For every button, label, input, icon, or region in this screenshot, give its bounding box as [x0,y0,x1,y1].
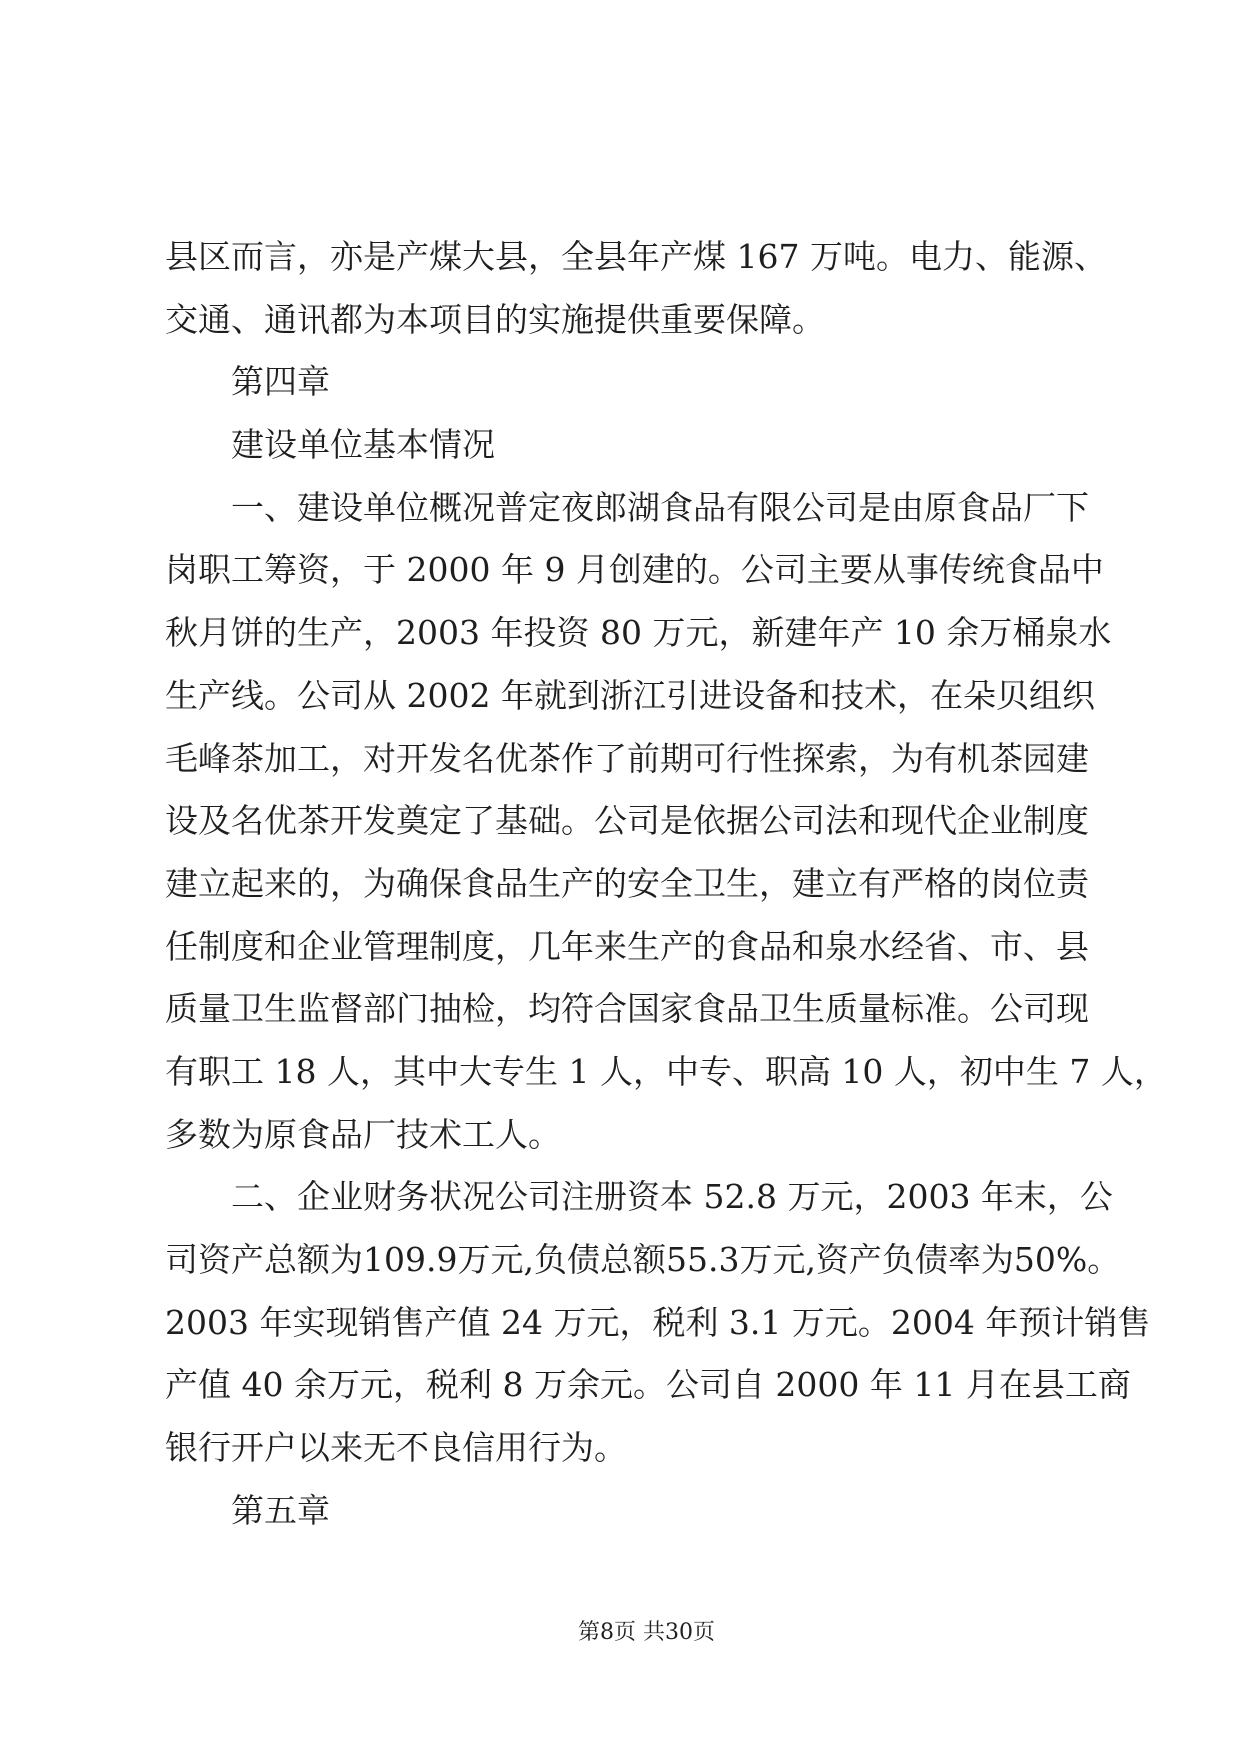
chapter-heading: 第五章 [231,1490,330,1530]
body-text-line: 任制度和企业管理制度，几年来生产的食品和泉水经省、市、县 [165,926,1089,966]
body-text-line: 毛峰茶加工，对开发名优茶作了前期可行性探索，为有机茶园建 [165,738,1089,778]
document-body [165,226,1167,1542]
body-text-line: 2003 年实现销售产值 24 万元，税利 3.1 万元。2004 年预计销售 [165,1302,1151,1342]
body-text-line: 设及名优茶开发奠定了基础。公司是依据公司法和现代企业制度 [165,801,1089,841]
body-text-line: 有职工 18 人，其中大专生 1 人，中专、职高 10 人，初中生 7 人， [165,1051,1167,1091]
chapter-title: 建设单位基本情况 [231,425,495,465]
body-text-line: 岗职工筹资，于 2000 年 9 月创建的。公司主要从事传统食品中 [165,550,1104,590]
body-text-line: 县区而言，亦是产煤大县，全县年产煤 167 万吨。电力、能源、 [165,237,1107,276]
body-text-line: 司资产总额为109.9万元,负债总额55.3万元,资产负债率为50%。 [165,1240,1121,1279]
body-text-line: 建立起来的，为确保食品生产的安全卫生，建立有严格的岗位责 [165,863,1089,903]
body-text-line: 一、建设单位概况普定夜郎湖食品有限公司是由原食品厂下 [231,487,1089,527]
body-text-line: 多数为原食品厂技术工人。 [165,1114,561,1154]
body-text-line: 二、企业财务状况公司注册资本 52.8 万元，2003 年末，公 [231,1177,1113,1217]
body-text-line: 银行开户以来无不良信用行为。 [165,1428,627,1468]
chapter-heading: 第四章 [231,362,330,402]
body-text-line: 秋月饼的生产，2003 年投资 80 万元，新建年产 10 余万桶泉水 [165,613,1112,653]
body-text-line: 交通、通讯都为本项目的实施提供重要保障。 [165,299,825,339]
page-footer: 第8页 共30页 [578,1620,715,1645]
body-text-line: 生产线。公司从 2002 年就到浙江引进设备和技术，在朵贝组织 [165,675,1095,715]
body-text-line: 产值 40 余万元，税利 8 万余元。公司自 2000 年 11 月在县工商 [165,1365,1131,1405]
body-text-line: 质量卫生监督部门抽检，均符合国家食品卫生质量标准。公司现 [165,989,1089,1029]
